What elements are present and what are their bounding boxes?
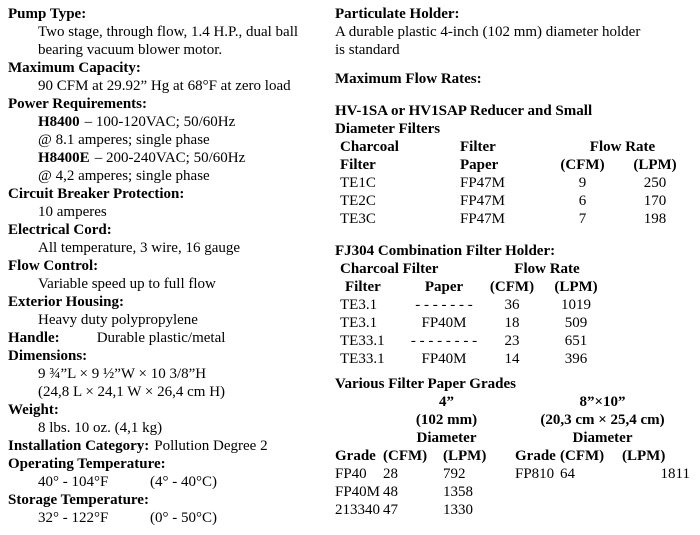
power-requirements-label: Power Requirements: <box>8 96 147 112</box>
table3-header-grade-2: Grade <box>515 448 556 464</box>
table1-row-paper: FP47M <box>460 175 506 191</box>
table2-row-lpm: 509 <box>564 315 588 331</box>
table1-row-lpm: 198 <box>643 211 667 227</box>
table3-row-lpm: 792 <box>443 466 466 482</box>
handle-value: Durable plastic/metal <box>96 330 226 346</box>
table1-row-lpm: 170 <box>643 193 667 209</box>
handle-label: Handle: <box>8 330 60 346</box>
table1-header-flow-rate: Flow Rate <box>589 139 656 155</box>
dimensions-value-2: (24,8 L × 24,1 W × 26,4 cm H) <box>38 384 226 400</box>
table2-title: FJ304 Combination Filter Holder: <box>335 243 556 259</box>
table2-row-filter: TE33.1 <box>340 333 385 349</box>
table3-spacer <box>335 429 383 447</box>
table1-header-lpm: (LPM) <box>633 157 677 173</box>
table2-header-paper: Paper <box>424 279 464 295</box>
dimensions-value-1: 9 ¾”L × 9 ½”W × 10 3/8”H <box>38 366 207 382</box>
table1-row-filter: TE1C <box>340 175 376 191</box>
electrical-cord-label: Electrical Cord: <box>8 222 112 238</box>
operating-temp-c: (4° - 40°C) <box>150 474 217 490</box>
handle-line <box>8 329 334 347</box>
table3-group2-diameter: Diameter <box>572 430 633 446</box>
table2-row-cfm: 36 <box>504 297 520 313</box>
table3-row-lpm: 1811 <box>660 466 690 482</box>
circuit-breaker-value: 10 amperes <box>38 204 107 220</box>
operating-temp-value <box>8 473 334 491</box>
table3-spacer <box>335 411 383 429</box>
table1-title-2: Diameter Filters <box>335 121 441 137</box>
pump-specs-column <box>8 5 334 527</box>
table3-title: Various Filter Paper Grades <box>335 376 516 392</box>
table3-group1-mm: (102 mm) <box>415 412 478 428</box>
table2-row-filter: TE3.1 <box>340 315 378 331</box>
power-model-2: H8400E <box>38 150 90 166</box>
pump-type-value-2: bearing vacuum blower motor. <box>38 42 223 58</box>
table2 <box>335 260 697 368</box>
flow-control-value: Variable speed up to full flow <box>38 276 216 292</box>
table2-row-lpm: 1019 <box>561 297 591 313</box>
table3-empty-cell <box>510 483 695 501</box>
circuit-breaker-label: Circuit Breaker Protection: <box>8 186 185 202</box>
table1-row-paper: FP47M <box>460 211 506 227</box>
particulate-holder-value-1: A durable plastic 4-inch (102 mm) diameter holder <box>335 24 641 40</box>
table2-row-paper: - - - - - - - - <box>410 333 478 349</box>
flow-rates-column <box>335 5 697 519</box>
storage-temp-label: Storage Temperature: <box>8 492 149 508</box>
table1-header-paper-1: Filter <box>460 139 496 155</box>
weight-value: 8 lbs. 10 oz. (4,1 kg) <box>38 420 163 436</box>
table1-row-lpm: 250 <box>643 175 667 191</box>
table2-row-paper: - - - - - - - <box>415 297 473 313</box>
pump-type-label: Pump Type: <box>8 6 87 22</box>
table3-row-grade: FP40 <box>335 466 367 482</box>
table1-row-paper: FP47M <box>460 193 506 209</box>
table3-row-cfm: 47 <box>383 502 398 518</box>
power-model-1-line <box>8 113 334 131</box>
table2-header-filter: Filter <box>345 279 381 295</box>
pump-type-value-1: Two stage, through flow, 1.4 H.P., dual ball <box>38 24 299 40</box>
table2-row-paper: FP40M <box>421 315 467 331</box>
table2-row-paper: FP40M <box>421 351 467 367</box>
flow-control-label: Flow Control: <box>8 258 99 274</box>
table3-group1-size: 4” <box>439 394 454 410</box>
installation-category-line <box>8 437 334 455</box>
table1-row-cfm: 6 <box>578 193 587 209</box>
power-spec-1: – 100-120VAC; 50/60Hz <box>84 114 236 130</box>
table2-row-lpm: 651 <box>564 333 588 349</box>
table1-row-cfm: 7 <box>578 211 587 227</box>
particulate-holder-label: Particulate Holder: <box>335 6 460 22</box>
table3-row-cfm: 64 <box>560 466 575 482</box>
table3-row-lpm: 1358 <box>443 484 473 500</box>
table1-header-charcoal-2: Filter <box>340 157 376 173</box>
table1-header-paper-2: Paper <box>460 157 499 173</box>
table2-row-filter: TE3.1 <box>340 297 378 313</box>
table1-row-cfm: 9 <box>578 175 587 191</box>
table3-header-grade-1: Grade <box>335 448 376 464</box>
table3-spacer <box>335 393 383 411</box>
power-model-1: H8400 <box>38 114 80 130</box>
table3-header-cfm-2: (CFM) <box>560 448 605 464</box>
table1-row-filter: TE3C <box>340 211 376 227</box>
table2-row-filter: TE33.1 <box>340 351 385 367</box>
storage-temp-f: 32° - 122°F <box>38 510 109 526</box>
power-amperes-2: @ 4,2 amperes; single phase <box>38 168 210 184</box>
table1-title-1: HV-1SA or HV1SAP Reducer and Small <box>335 103 593 119</box>
table2-row-cfm: 14 <box>504 351 520 367</box>
table2-header-lpm: (LPM) <box>554 279 598 295</box>
table2-row-cfm: 23 <box>504 333 520 349</box>
table3-empty-cell <box>510 501 695 519</box>
electrical-cord-value: All temperature, 3 wire, 16 gauge <box>38 240 241 256</box>
table3 <box>335 393 697 519</box>
installation-category-value: Pollution Degree 2 <box>154 438 268 454</box>
dimensions-label: Dimensions: <box>8 348 88 364</box>
table2-header-cfm: (CFM) <box>489 279 535 295</box>
table1-header-charcoal-1: Charcoal <box>340 139 399 155</box>
operating-temp-label: Operating Temperature: <box>8 456 166 472</box>
operating-temp-f: 40° - 104°F <box>38 474 109 490</box>
table3-group2-size: 8”×10” <box>579 394 626 410</box>
max-flow-rates-label: Maximum Flow Rates: <box>335 71 482 87</box>
table1 <box>335 138 697 228</box>
table3-row-grade: 213340 <box>335 502 380 518</box>
table3-group1-diameter: Diameter <box>416 430 477 446</box>
table3-group2-cm: (20,3 cm × 25,4 cm) <box>540 412 665 428</box>
table3-row-cfm: 48 <box>383 484 398 500</box>
installation-category-label: Installation Category: <box>8 438 150 454</box>
table3-header-cfm-1: (CFM) <box>383 448 428 464</box>
table3-row-grade: FP40M <box>335 484 381 500</box>
table1-row-filter: TE2C <box>340 193 376 209</box>
weight-label: Weight: <box>8 402 59 418</box>
table2-header-charcoal-filter: Charcoal Filter <box>340 261 439 277</box>
max-capacity-value: 90 CFM at 29.92” Hg at 68°F at zero load <box>38 78 291 94</box>
table1-header-cfm: (CFM) <box>560 157 605 173</box>
table3-row-cfm: 28 <box>383 466 398 482</box>
power-spec-2: – 200-240VAC; 50/60Hz <box>94 150 246 166</box>
storage-temp-value <box>8 509 334 527</box>
storage-temp-c: (0° - 50°C) <box>150 510 217 526</box>
power-amperes-1: @ 8.1 amperes; single phase <box>38 132 210 148</box>
particulate-holder-value-2: is standard <box>335 42 400 58</box>
table3-row-lpm: 1330 <box>443 502 473 518</box>
power-model-2-line <box>8 149 334 167</box>
table2-header-flow-rate: Flow Rate <box>514 261 580 277</box>
exterior-housing-label: Exterior Housing: <box>8 294 124 310</box>
table3-header-lpm-2: (LPM) <box>622 448 666 464</box>
table2-row-cfm: 18 <box>504 315 520 331</box>
max-capacity-label: Maximum Capacity: <box>8 60 141 76</box>
table2-row-lpm: 396 <box>564 351 588 367</box>
table3-header-lpm-1: (LPM) <box>443 448 487 464</box>
table3-row-grade: FP810 <box>515 466 555 482</box>
exterior-housing-value: Heavy duty polypropylene <box>38 312 198 328</box>
